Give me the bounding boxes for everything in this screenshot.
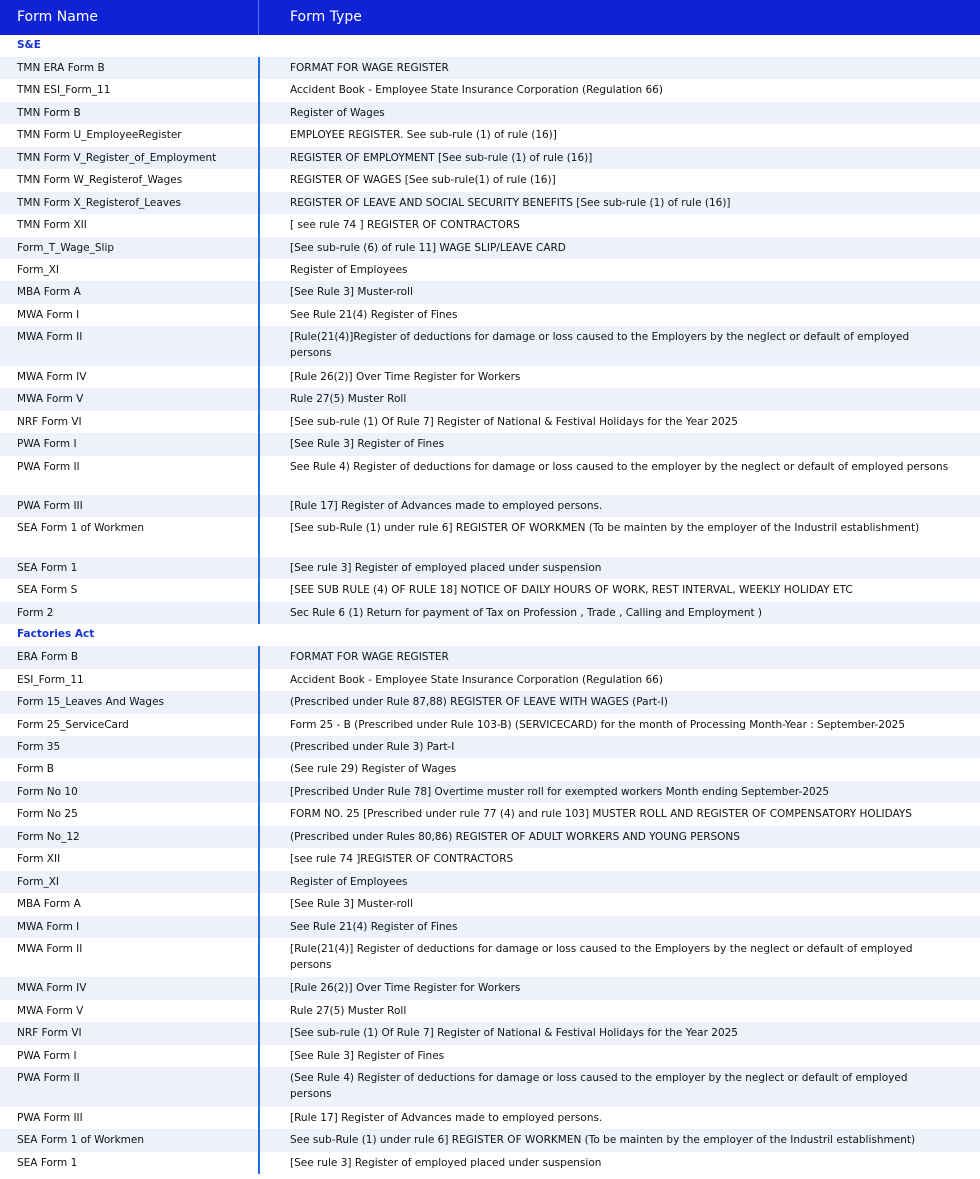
table-row [0,411,980,433]
column-divider [258,1107,260,1129]
table-row [0,893,980,915]
table-row [0,304,980,326]
table-row [0,646,980,668]
form-type-cell: [Rule(21(4)] Register of deductions for damage or loss caused to the Employers by the neglect or default of employed persons [290,942,913,971]
form-name-cell: MBA Form A [17,286,81,299]
form-name-cell: MWA Form II [17,331,83,344]
table-row [0,602,980,624]
column-divider [258,871,260,893]
form-name-cell: SEA Form 1 [17,1156,78,1169]
form-name-cell: TMN Form V_Register_of_Employment [17,151,217,164]
table-row [0,1022,980,1044]
column-divider [258,977,260,999]
form-name-cell: Form_XI [17,875,59,888]
form-name-cell: PWA Form II [17,1072,80,1085]
form-type-cell: REGISTER OF LEAVE AND SOCIAL SECURITY BENEFITS [See sub-rule (1) of rule (16)] [290,196,731,209]
form-name-cell: TMN ESI_Form_11 [17,84,111,97]
form-type-cell: [Rule 17] Register of Advances made to employed persons. [290,500,603,512]
table-row [0,124,980,146]
form-name-cell: Form No_12 [17,830,80,843]
form-name-cell: Form XII [17,853,61,866]
form-type-cell: REGISTER OF EMPLOYMENT [See sub-rule (1) of rule (16)] [290,151,593,164]
form-type-cell: Accident Book - Employee State Insurance Corporation (Regulation 66) [290,673,663,686]
form-type-cell: [See Rule 3] Register of Fines [290,438,445,451]
column-divider [258,388,260,410]
column-divider [258,714,260,736]
column-divider [258,456,260,496]
form-type-cell: [See rule 3] Register of employed placed under suspension [290,561,602,574]
column-divider [258,1152,260,1174]
form-type-cell: [See sub-rule (1) Of Rule 7] Register of National & Festival Holidays for the Year 2025 [290,1027,738,1040]
form-type-cell: Register of Employees [290,875,408,888]
table-row [0,169,980,191]
form-type-cell: [See sub-Rule (1) under rule 6] REGISTER OF WORKMEN (To be mainten by the employer of the Industril establishment) [290,522,920,535]
form-name-cell: TMN Form B [17,106,81,119]
table-row [0,1045,980,1067]
table-row [0,433,980,455]
form-name-cell: TMN Form XII [17,219,87,232]
table-row [0,557,980,579]
form-type-cell: See Rule 21(4) Register of Fines [290,308,458,321]
table-row [0,758,980,780]
form-type-cell: [See Rule 3] Muster-roll [290,286,413,299]
form-type-cell: FORMAT FOR WAGE REGISTER [290,62,449,74]
column-divider [258,848,260,870]
column-divider [258,411,260,433]
form-name-cell: MBA Form A [17,898,81,911]
form-name-cell: Form_XI [17,263,59,276]
column-divider [258,281,260,303]
column-divider [258,102,260,124]
column-divider [258,579,260,601]
table-row [0,517,980,557]
form-name-cell: TMN Form W_Registerof_Wages [17,174,183,187]
column-divider [258,916,260,938]
section-title: S&E [17,39,41,51]
form-type-cell: (Prescribed under Rule 87,88) REGISTER OF LEAVE WITH WAGES (Part-I) [290,696,668,709]
table-row [0,57,980,79]
column-divider [258,938,260,978]
section-header [0,35,980,57]
form-name-cell: Form No 25 [17,808,78,821]
form-name-cell: PWA Form III [17,500,83,512]
table-row [0,938,980,978]
table-row [0,79,980,101]
form-type-cell: [Rule 17] Register of Advances made to employed persons. [290,1111,603,1124]
column-divider [258,237,260,259]
form-type-cell: EMPLOYEE REGISTER. See sub-rule (1) of rule (16)] [290,129,557,142]
form-name-cell: TMN Form U_EmployeeRegister [17,129,182,142]
column-divider [258,147,260,169]
table-row [0,366,980,388]
column-divider [258,781,260,803]
column-divider [258,259,260,281]
form-name-cell: MWA Form IV [17,370,87,383]
table-row [0,326,980,366]
table-row [0,192,980,214]
column-divider [258,1067,260,1107]
form-name-cell: TMN Form X_Registerof_Leaves [17,196,181,209]
table-row [0,214,980,236]
table-body [0,35,980,1174]
form-name-cell: PWA Form I [17,1049,77,1062]
column-divider [258,57,260,79]
form-type-cell: Rule 27(5) Muster Roll [290,393,407,406]
form-type-cell: [See sub-rule (6) of rule 11] WAGE SLIP/LEAVE CARD [290,241,566,254]
table-row [0,669,980,691]
form-name-cell: PWA Form III [17,1111,83,1124]
form-type-cell: [See rule 3] Register of employed placed under suspension [290,1156,602,1169]
form-name-cell: SEA Form 1 [17,561,78,574]
form-name-cell: PWA Form II [17,460,80,473]
column-divider [258,192,260,214]
table-row [0,871,980,893]
table-row [0,495,980,517]
section-header [0,624,980,646]
form-type-cell: FORM NO. 25 [Prescribed under rule 77 (4) and rule 103] MUSTER ROLL AND REGISTER OF COMPENSATORY HOLIDAYS [290,808,912,821]
form-type-cell: [See sub-rule (1) Of Rule 7] Register of National & Festival Holidays for the Year 2025 [290,415,738,428]
column-divider [258,1000,260,1022]
form-name-cell: NRF Form VI [17,415,82,428]
form-type-cell: See Rule 21(4) Register of Fines [290,920,458,933]
header-divider [258,0,259,35]
form-name-cell: Form B [17,763,54,776]
form-type-cell: Register of Wages [290,106,385,119]
form-name-cell: SEA Form 1 of Workmen [17,522,145,535]
column-divider [258,366,260,388]
form-name-cell: ERA Form B [17,651,79,664]
form-type-cell: FORMAT FOR WAGE REGISTER [290,651,449,664]
form-type-cell: Sec Rule 6 (1) Return for payment of Tax on Profession , Trade , Calling and Employment ) [290,606,763,619]
column-divider [258,1129,260,1151]
column-divider [258,669,260,691]
form-type-cell: [Rule(21(4)]Register of deductions for damage or loss caused to the Employers by the neglect or default of employed persons [290,331,910,360]
form-name-cell: MWA Form I [17,920,80,933]
table-header [0,0,980,35]
column-divider [258,736,260,758]
section-title: Factories Act [17,628,95,641]
column-divider [258,1045,260,1067]
column-divider [258,169,260,191]
column-divider [258,602,260,624]
form-name-cell: Form 25_ServiceCard [17,718,129,731]
form-type-cell: Register of Employees [290,263,408,276]
column-divider [258,79,260,101]
form-type-cell: [See Rule 3] Register of Fines [290,1049,445,1062]
table-row [0,388,980,410]
table-row [0,1067,980,1107]
form-name-cell: NRF Form VI [17,1027,82,1040]
form-name-cell: ESI_Form_11 [17,673,84,686]
table-row [0,848,980,870]
form-name-cell: MWA Form I [17,308,80,321]
table-row [0,1129,980,1151]
form-name-cell: MWA Form V [17,1004,84,1017]
column-divider [258,214,260,236]
column-divider [258,826,260,848]
table-row [0,781,980,803]
form-type-cell: (Prescribed under Rules 80,86) REGISTER OF ADULT WORKERS AND YOUNG PERSONS [290,830,740,843]
table-row [0,281,980,303]
column-divider [258,1022,260,1044]
form-type-cell: (See Rule 4) Register of deductions for damage or loss caused to the employer by the neglect or default of employed persons [290,1072,908,1101]
table-row [0,1107,980,1129]
form-type-cell: See Rule 4) Register of deductions for damage or loss caused to the employer by the neglect or default of employed persons [290,460,949,473]
form-name-cell: Form 2 [17,606,54,619]
table-row [0,977,980,999]
header-form-name: Form Name [17,9,99,25]
table-row [0,579,980,601]
form-name-cell: MWA Form II [17,942,83,955]
form-name-cell: SEA Form S [17,584,78,597]
table-row [0,102,980,124]
form-name-cell: PWA Form I [17,438,77,451]
form-name-cell: Form No 10 [17,785,78,798]
column-divider [258,124,260,146]
column-divider [258,304,260,326]
table-row [0,826,980,848]
form-type-cell: REGISTER OF WAGES [See sub-rule(1) of rule (16)] [290,174,556,187]
column-divider [258,758,260,780]
table-row [0,736,980,758]
form-type-cell: Rule 27(5) Muster Roll [290,1004,407,1017]
form-type-cell: [SEE SUB RULE (4) OF RULE 18] NOTICE OF DAILY HOURS OF WORK, REST INTERVAL, WEEKLY HOLIDAY ETC [290,584,853,597]
form-type-cell: See sub-Rule (1) under rule 6] REGISTER OF WORKMEN (To be mainten by the employer of the Industril establishment) [290,1134,916,1147]
column-divider [258,691,260,713]
column-divider [258,893,260,915]
column-divider [258,517,260,557]
form-type-cell: [Rule 26(2)] Over Time Register for Workers [290,982,521,995]
table-row [0,803,980,825]
table-row [0,259,980,281]
header-form-type: Form Type [290,9,362,25]
form-type-cell: Accident Book - Employee State Insurance Corporation (Regulation 66) [290,84,663,97]
form-type-cell: [See Rule 3] Muster-roll [290,898,413,911]
table-row [0,1000,980,1022]
form-type-cell: Form 25 - B (Prescribed under Rule 103-B) (SERVICECARD) for the month of Processing Month-Year : September-2025 [290,718,906,731]
form-type-cell: [see rule 74 ]REGISTER OF CONTRACTORS [290,853,514,866]
form-type-cell: (See rule 29) Register of Wages [290,763,457,776]
form-name-cell: TMN ERA Form B [17,62,105,74]
form-type-cell: (Prescribed under Rule 3) Part-I [290,741,455,753]
form-name-cell: Form 15_Leaves And Wages [17,696,165,709]
form-type-cell: [Rule 26(2)] Over Time Register for Workers [290,370,521,383]
form-type-cell: [Prescribed Under Rule 78] Overtime muster roll for exempted workers Month ending September-2025 [290,785,830,798]
form-name-cell: Form_T_Wage_Slip [17,241,115,254]
form-name-cell: MWA Form V [17,393,84,406]
form-name-cell: Form 35 [17,741,61,753]
form-name-cell: MWA Form IV [17,982,87,995]
column-divider [258,326,260,366]
column-divider [258,495,260,517]
column-divider [258,557,260,579]
table-row [0,1152,980,1174]
table-row [0,456,980,496]
table-row [0,916,980,938]
table-row [0,714,980,736]
form-name-cell: SEA Form 1 of Workmen [17,1134,145,1147]
form-type-cell: [ see rule 74 ] REGISTER OF CONTRACTORS [290,219,520,232]
column-divider [258,646,260,668]
column-divider [258,433,260,455]
column-divider [258,803,260,825]
table-row [0,237,980,259]
table-row [0,147,980,169]
table-row [0,691,980,713]
